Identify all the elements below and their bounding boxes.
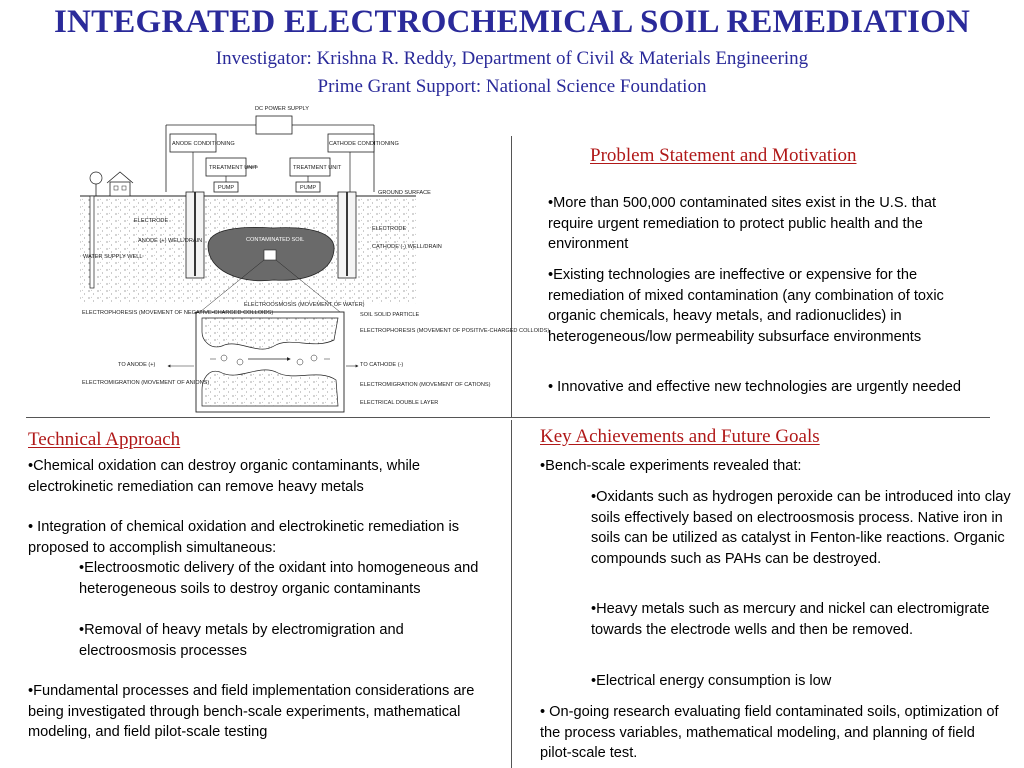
achievements-sub-3: •Electrical energy consumption is low xyxy=(591,673,832,689)
pump-right-label: PUMP xyxy=(300,185,317,191)
anode-conditioning-label: ANODE CONDITIONING xyxy=(172,141,235,147)
electromigration-anions-label: ELECTROMIGRATION (MOVEMENT OF ANIONS) xyxy=(82,380,210,386)
water-supply-well xyxy=(90,196,94,288)
dc-power-supply xyxy=(256,116,292,134)
dc-power-supply-label: DC POWER SUPPLY xyxy=(255,106,309,112)
house-icon xyxy=(107,172,133,196)
achievements-intro: •Bench-scale experiments revealed that: xyxy=(540,458,802,474)
technical-para-2: • Integration of chemical oxidation and electrokinetic remediation is proposed to accomplish simultaneous: xyxy=(28,519,459,556)
to-cathode-label: TO CATHODE (-) xyxy=(360,362,404,368)
electrophoresis-negative-label: ELECTROPHORESIS (MOVEMENT OF NEGATIVE-CHARGED COLLOIDS) xyxy=(82,310,274,316)
cathode-conditioning-label: CATHODE CONDITIONING xyxy=(329,141,399,147)
tree-icon xyxy=(90,172,102,196)
electromigration-cations-label: ELECTROMIGRATION (MOVEMENT OF CATIONS) xyxy=(360,382,491,388)
treatment-unit-right-label: TREATMENT UNIT xyxy=(293,165,342,171)
grant-line: Prime Grant Support: National Science Foundation xyxy=(317,76,707,97)
achievements-sub-1: •Oxidants such as hydrogen peroxide can be introduced into clay soils effectively based on electroosmosis process. Native iron in soils can be utilized as catalyst in Fenton-like reactions. Organic compounds such as PAHs can be destroyed. xyxy=(591,489,1011,567)
investigator-line: Investigator: Krishna R. Reddy, Department of Civil & Materials Engineering xyxy=(215,48,809,69)
technical-sub-1: •Electroosmotic delivery of the oxidant into homogeneous and heterogeneous soils to destroy organic contaminants xyxy=(79,560,479,597)
achievements-heading: Key Achievements and Future Goals xyxy=(540,426,820,447)
electrophoresis-positive-label: ELECTROPHORESIS (MOVEMENT OF POSITIVE-CHARGED COLLOIDS) xyxy=(360,328,550,334)
contaminated-soil-label: CONTAMINATED SOIL xyxy=(246,237,305,243)
cathode-well-label: CATHODE (-) WELL/DRAIN xyxy=(372,244,442,250)
electroosmosis-label: ELECTROOSMOSIS (MOVEMENT OF WATER) xyxy=(244,302,365,308)
poster-title: INTEGRATED ELECTROCHEMICAL SOIL REMEDIATION xyxy=(54,4,970,40)
electrical-double-layer-label: ELECTRICAL DOUBLE LAYER xyxy=(360,400,439,406)
technical-para-1: •Chemical oxidation can destroy organic contaminants, while electrokinetic remediation can remove heavy metals xyxy=(28,458,421,495)
remediation-diagram xyxy=(78,100,550,418)
ground-surface-label: GROUND SURFACE xyxy=(378,190,431,196)
electrode-right-label: ELECTRODE xyxy=(372,226,407,232)
problem-bullet-3: • Innovative and effective new technologies are urgently needed xyxy=(548,379,961,395)
electrode-left-label: ELECTRODE xyxy=(134,218,169,224)
pump-left-label: PUMP xyxy=(218,185,235,191)
technical-para-3: •Fundamental processes and field implementation considerations are being investigated through bench-scale experiments, mathematical modeling, and field pilot-scale testing xyxy=(28,683,475,740)
zoom-sample-box xyxy=(264,250,276,260)
vertical-divider-bottom xyxy=(511,420,512,768)
soil-solid-particle-label: SOIL SOLID PARTICLE xyxy=(360,312,420,318)
problem-heading: Problem Statement and Motivation xyxy=(590,145,857,166)
achievements-sub-2: •Heavy metals such as mercury and nickel can electromigrate towards the electrode wells and then be removed. xyxy=(591,601,990,638)
soil-particle-bottom xyxy=(202,370,338,406)
technical-sub-2: •Removal of heavy metals by electromigration and electroosmosis processes xyxy=(79,622,404,659)
to-anode-label: TO ANODE (+) xyxy=(118,362,156,368)
water-supply-well-label: WATER SUPPLY WELL xyxy=(83,254,143,260)
anode-well-label: ANODE (+) WELL/DRAIN xyxy=(138,238,203,244)
problem-bullet-1: •More than 500,000 contaminated sites exist in the U.S. that require urgent remediation to protect public health and the environment xyxy=(548,195,937,252)
problem-bullet-2: •Existing technologies are ineffective or expensive for the remediation of mixed contamination (any combination of toxic organic chemicals, heavy metals, and radionuclides) in heterogeneous/low permeability subsurface environments xyxy=(548,267,944,345)
treatment-unit-left-label: TREATMENT UNIT xyxy=(209,165,258,171)
achievements-outro: • On-going research evaluating field contaminated soils, optimization of the process variables, mathematical modeling, and planning of field pilot-scale test. xyxy=(540,704,999,761)
technical-heading: Technical Approach xyxy=(28,429,181,450)
